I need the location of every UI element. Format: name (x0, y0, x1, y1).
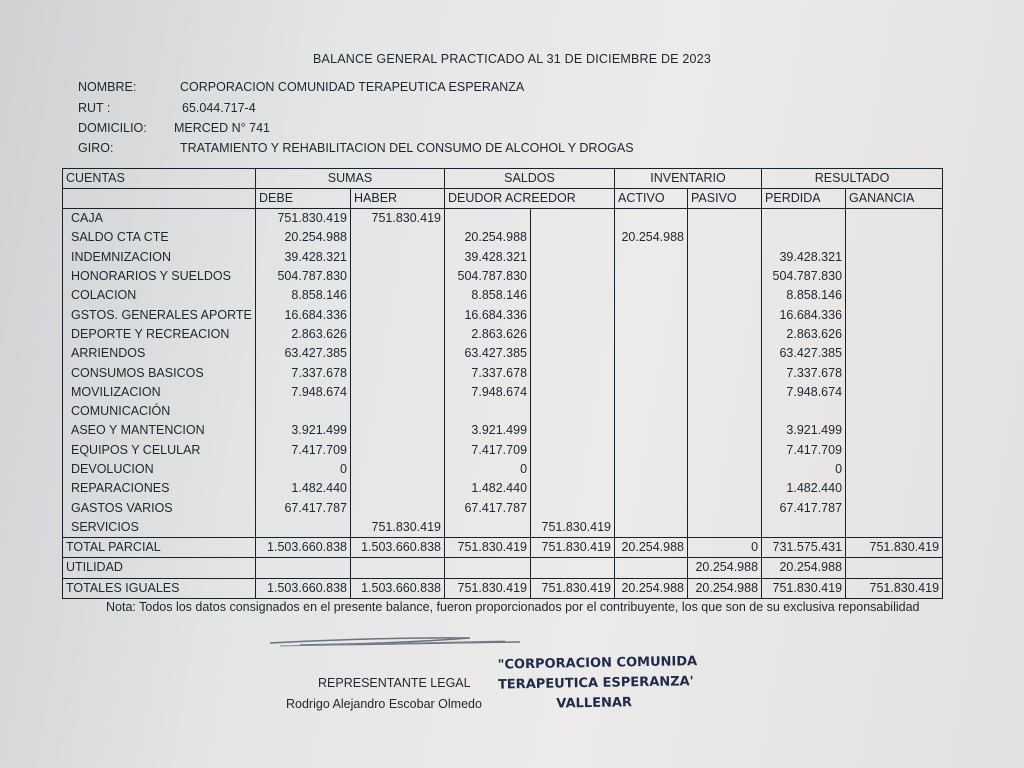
amount-cell: 751.830.419 (846, 538, 943, 558)
amount-cell (351, 421, 445, 440)
amount-cell (846, 209, 943, 229)
amount-cell: 3.921.499 (256, 421, 351, 440)
amount-cell (688, 363, 762, 382)
amount-cell (762, 518, 846, 538)
amount-cell (615, 479, 688, 498)
amount-cell (531, 402, 615, 421)
amount-cell (846, 228, 943, 247)
footnote: Nota: Todos los datos consignados en el presente balance, fueron proporcionados por el contribuyente, los que son de su exclusiva reponsabilidad (106, 600, 920, 614)
amount-cell (688, 209, 762, 229)
amount-cell (531, 558, 615, 578)
header-ganancia: GANANCIA (846, 189, 943, 209)
amount-cell: 63.427.385 (445, 344, 531, 363)
amount-cell: 3.921.499 (445, 421, 531, 440)
amount-cell: 7.948.674 (762, 383, 846, 402)
amount-cell (846, 383, 943, 402)
amount-cell (846, 286, 943, 305)
amount-cell (531, 209, 615, 229)
header-sumas: SUMAS (256, 169, 445, 189)
page-title: BALANCE GENERAL PRACTICADO AL 31 DE DICIEMBRE DE 2023 (313, 52, 711, 66)
amount-cell (351, 286, 445, 305)
amount-cell (531, 421, 615, 440)
amount-cell (762, 209, 846, 229)
header-cuentas: CUENTAS (63, 169, 256, 189)
account-name-cell: COMUNICACIÓN (63, 402, 256, 421)
amount-cell (445, 402, 531, 421)
amount-cell (615, 325, 688, 344)
amount-cell (846, 518, 943, 538)
amount-cell: 20.254.988 (615, 228, 688, 247)
amount-cell: 0 (445, 460, 531, 479)
info-domicilio (78, 121, 270, 135)
amount-cell: 8.858.146 (762, 286, 846, 305)
sub-header-row (63, 189, 943, 209)
header-debe: DEBE (256, 189, 351, 209)
amount-cell: 751.830.419 (531, 518, 615, 538)
amount-cell (531, 344, 615, 363)
amount-cell: 504.787.830 (256, 267, 351, 286)
amount-cell: 751.830.419 (531, 578, 615, 598)
amount-cell (688, 479, 762, 498)
account-name-cell: HONORARIOS Y SUELDOS (63, 267, 256, 286)
amount-cell: 20.254.988 (445, 228, 531, 247)
amount-cell (256, 402, 351, 421)
amount-cell: 7.948.674 (256, 383, 351, 402)
amount-cell: 751.830.419 (351, 518, 445, 538)
amount-cell: 16.684.336 (256, 305, 351, 324)
amount-cell (688, 228, 762, 247)
account-name-cell: TOTALES IGUALES (63, 578, 256, 598)
amount-cell (445, 209, 531, 229)
stamp-line: VALLENAR (556, 695, 633, 712)
account-name-cell: EQUIPOS Y CELULAR (63, 441, 256, 460)
amount-cell (445, 518, 531, 538)
amount-cell (351, 344, 445, 363)
amount-cell (351, 402, 445, 421)
amount-cell (351, 441, 445, 460)
amount-cell (351, 363, 445, 382)
amount-cell (615, 498, 688, 517)
amount-cell (762, 228, 846, 247)
amount-cell: 7.337.678 (445, 363, 531, 382)
info-value: MERCED N° 741 (174, 121, 270, 135)
amount-cell (688, 344, 762, 363)
amount-cell: 39.428.321 (762, 248, 846, 267)
table-row (63, 267, 943, 286)
amount-cell (531, 248, 615, 267)
amount-cell (846, 402, 943, 421)
amount-cell (615, 209, 688, 229)
account-name-cell: TOTAL PARCIAL (63, 538, 256, 558)
amount-cell: 751.830.419 (531, 538, 615, 558)
amount-cell: 20.254.988 (688, 578, 762, 598)
amount-cell: 1.482.440 (762, 479, 846, 498)
amount-cell: 16.684.336 (762, 305, 846, 324)
account-name-cell: SERVICIOS (63, 518, 256, 538)
header-blank (63, 189, 256, 209)
table-row (63, 305, 943, 324)
info-nombre (78, 80, 524, 94)
table-row (63, 363, 943, 382)
info-label: NOMBRE: (78, 80, 137, 94)
amount-cell: 39.428.321 (256, 248, 351, 267)
amount-cell (688, 460, 762, 479)
amount-cell: 8.858.146 (256, 286, 351, 305)
amount-cell: 7.417.709 (445, 441, 531, 460)
amount-cell (531, 441, 615, 460)
info-rut (78, 101, 256, 115)
amount-cell (531, 383, 615, 402)
amount-cell (846, 460, 943, 479)
account-name-cell: INDEMNIZACION (63, 248, 256, 267)
amount-cell (846, 441, 943, 460)
amount-cell (846, 344, 943, 363)
amount-cell (846, 267, 943, 286)
table-row (63, 209, 943, 229)
amount-cell (615, 383, 688, 402)
amount-cell: 20.254.988 (256, 228, 351, 247)
amount-cell (351, 558, 445, 578)
info-value: 65.044.717-4 (182, 101, 256, 115)
table-row (63, 498, 943, 517)
amount-cell (531, 479, 615, 498)
amount-cell: 0 (688, 538, 762, 558)
amount-cell (531, 460, 615, 479)
amount-cell (351, 325, 445, 344)
amount-cell (688, 402, 762, 421)
amount-cell: 0 (762, 460, 846, 479)
table-row (63, 325, 943, 344)
amount-cell (531, 325, 615, 344)
amount-cell (615, 518, 688, 538)
table-row (63, 286, 943, 305)
amount-cell: 7.337.678 (762, 363, 846, 382)
amount-cell: 20.254.988 (615, 538, 688, 558)
representative-label: REPRESENTANTE LEGAL (318, 676, 471, 690)
amount-cell: 67.417.787 (762, 498, 846, 517)
account-name-cell: GSTOS. GENERALES APORTE (63, 305, 256, 324)
amount-cell: 1.503.660.838 (351, 578, 445, 598)
table-row (63, 479, 943, 498)
amount-cell (688, 383, 762, 402)
amount-cell: 751.830.419 (762, 578, 846, 598)
amount-cell (688, 518, 762, 538)
amount-cell (688, 267, 762, 286)
amount-cell (351, 267, 445, 286)
amount-cell: 67.417.787 (445, 498, 531, 517)
amount-cell (531, 498, 615, 517)
amount-cell: 1.503.660.838 (256, 578, 351, 598)
amount-cell (846, 363, 943, 382)
amount-cell (846, 479, 943, 498)
amount-cell (531, 228, 615, 247)
amount-cell (351, 383, 445, 402)
amount-cell: 7.337.678 (256, 363, 351, 382)
info-label: RUT : (78, 101, 111, 115)
amount-cell: 20.254.988 (762, 558, 846, 578)
amount-cell (351, 460, 445, 479)
amount-cell: 63.427.385 (762, 344, 846, 363)
amount-cell: 0 (256, 460, 351, 479)
amount-cell (688, 421, 762, 440)
group-header-row (63, 169, 943, 189)
account-name-cell: GASTOS VARIOS (63, 498, 256, 517)
amount-cell (531, 363, 615, 382)
amount-cell (615, 402, 688, 421)
amount-cell (615, 286, 688, 305)
account-name-cell: REPARACIONES (63, 479, 256, 498)
signature-scribble (0, 628, 1024, 658)
amount-cell (615, 344, 688, 363)
table-row (63, 344, 943, 363)
totals-row (63, 558, 943, 578)
account-name-cell: MOVILIZACION (63, 383, 256, 402)
table-row (63, 518, 943, 538)
amount-cell (531, 267, 615, 286)
header-saldos: SALDOS (445, 169, 615, 189)
organization-stamp (497, 652, 698, 715)
amount-cell (688, 248, 762, 267)
header-perdida: PERDIDA (762, 189, 846, 209)
amount-cell (615, 363, 688, 382)
amount-cell (445, 558, 531, 578)
amount-cell (688, 286, 762, 305)
amount-cell: 751.830.419 (351, 209, 445, 229)
amount-cell (351, 479, 445, 498)
amount-cell: 39.428.321 (445, 248, 531, 267)
amount-cell (615, 248, 688, 267)
header-deudor-acreedor: DEUDOR ACREEDOR (445, 189, 615, 209)
table-row (63, 441, 943, 460)
amount-cell (531, 286, 615, 305)
amount-cell (615, 441, 688, 460)
amount-cell (351, 248, 445, 267)
amount-cell: 2.863.626 (762, 325, 846, 344)
info-label: DOMICILIO: (78, 121, 147, 135)
table-row (63, 383, 943, 402)
account-name-cell: DEVOLUCION (63, 460, 256, 479)
amount-cell (351, 498, 445, 517)
amount-cell: 2.863.626 (445, 325, 531, 344)
info-label: GIRO: (78, 141, 114, 155)
table-row (63, 421, 943, 440)
amount-cell (846, 305, 943, 324)
amount-cell (351, 305, 445, 324)
header-inventario: INVENTARIO (615, 169, 762, 189)
amount-cell (688, 498, 762, 517)
amount-cell: 67.417.787 (256, 498, 351, 517)
header-haber: HABER (351, 189, 445, 209)
table-row (63, 228, 943, 247)
totals-row (63, 538, 943, 558)
stamp-line: TERAPEUTICA ESPERANZA' (497, 674, 694, 693)
representative-name: Rodrigo Alejandro Escobar Olmedo (286, 697, 482, 711)
amount-cell (846, 248, 943, 267)
account-name-cell: COLACION (63, 286, 256, 305)
amount-cell: 16.684.336 (445, 305, 531, 324)
amount-cell: 2.863.626 (256, 325, 351, 344)
amount-cell (846, 558, 943, 578)
amount-cell: 731.575.431 (762, 538, 846, 558)
amount-cell: 20.254.988 (615, 578, 688, 598)
table-row (63, 460, 943, 479)
amount-cell: 7.948.674 (445, 383, 531, 402)
info-value: CORPORACION COMUNIDAD TERAPEUTICA ESPERANZA (180, 80, 525, 94)
amount-cell (351, 228, 445, 247)
account-name-cell: CONSUMOS BASICOS (63, 363, 256, 382)
account-name-cell: CAJA (63, 209, 256, 229)
amount-cell (256, 558, 351, 578)
amount-cell (531, 305, 615, 324)
amount-cell: 63.427.385 (256, 344, 351, 363)
amount-cell: 751.830.419 (256, 209, 351, 229)
amount-cell: 7.417.709 (762, 441, 846, 460)
amount-cell: 1.503.660.838 (351, 538, 445, 558)
amount-cell (688, 441, 762, 460)
amount-cell: 1.482.440 (256, 479, 351, 498)
stamp-line: "CORPORACION COMUNIDA (497, 654, 698, 673)
amount-cell (615, 460, 688, 479)
amount-cell: 1.482.440 (445, 479, 531, 498)
amount-cell: 3.921.499 (762, 421, 846, 440)
amount-cell (762, 402, 846, 421)
amount-cell: 751.830.419 (846, 578, 943, 598)
info-giro (78, 141, 634, 155)
amount-cell (688, 325, 762, 344)
account-name-cell: ARRIENDOS (63, 344, 256, 363)
amount-cell: 751.830.419 (445, 578, 531, 598)
amount-cell (846, 325, 943, 344)
amount-cell (615, 267, 688, 286)
amount-cell: 20.254.988 (688, 558, 762, 578)
table-row (63, 248, 943, 267)
amount-cell: 504.787.830 (762, 267, 846, 286)
account-name-cell: DEPORTE Y RECREACION (63, 325, 256, 344)
header-activo: ACTIVO (615, 189, 688, 209)
amount-cell (615, 558, 688, 578)
amount-cell: 504.787.830 (445, 267, 531, 286)
header-pasivo: PASIVO (688, 189, 762, 209)
account-name-cell: UTILIDAD (63, 558, 256, 578)
info-value: TRATAMIENTO Y REHABILITACION DEL CONSUMO DE ALCOHOL Y DROGAS (180, 141, 634, 155)
amount-cell (256, 518, 351, 538)
header-resultado: RESULTADO (762, 169, 943, 189)
ledger-table (62, 168, 943, 599)
amount-cell (846, 421, 943, 440)
account-name-cell: SALDO CTA CTE (63, 228, 256, 247)
amount-cell: 751.830.419 (445, 538, 531, 558)
amount-cell: 7.417.709 (256, 441, 351, 460)
amount-cell: 8.858.146 (445, 286, 531, 305)
amount-cell (615, 305, 688, 324)
amount-cell (846, 498, 943, 517)
amount-cell (688, 305, 762, 324)
amount-cell: 1.503.660.838 (256, 538, 351, 558)
account-name-cell: ASEO Y MANTENCION (63, 421, 256, 440)
table-row (63, 402, 943, 421)
amount-cell (615, 421, 688, 440)
